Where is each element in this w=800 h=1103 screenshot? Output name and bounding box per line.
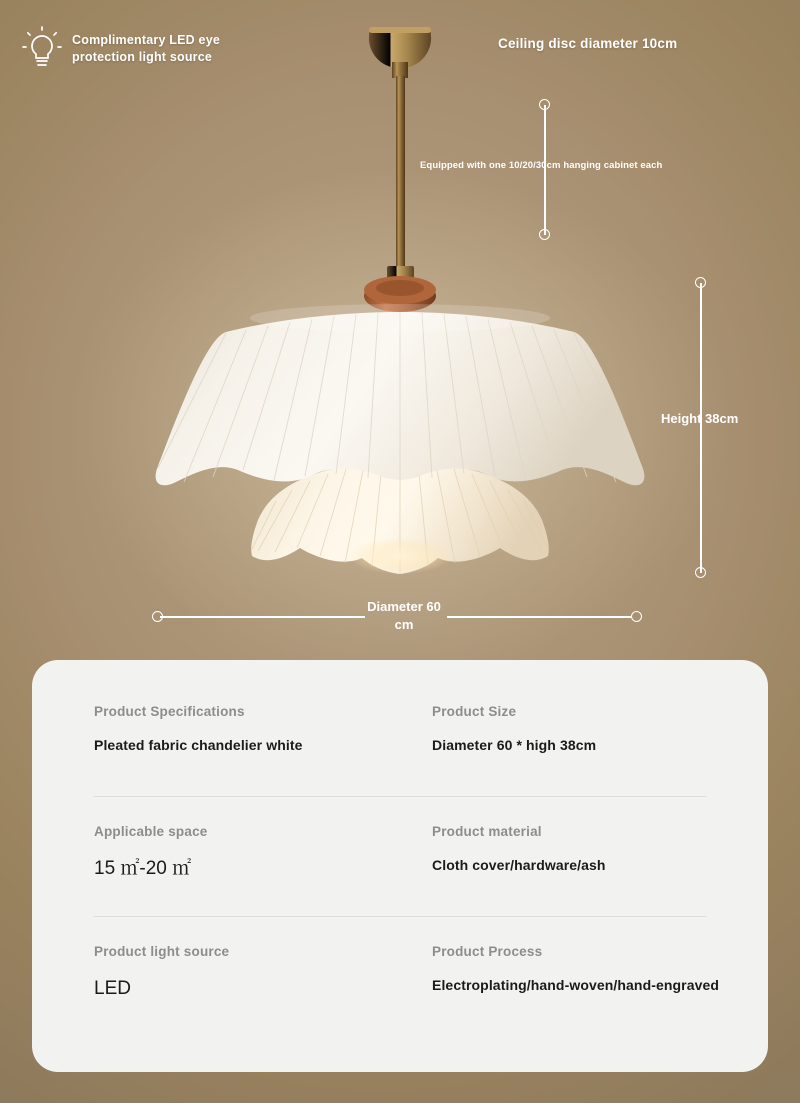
height-dimension-dot-bottom <box>695 567 706 578</box>
diameter-dimension-line-left <box>160 616 365 618</box>
spec-divider <box>94 796 706 797</box>
rod-dimension-dot-bottom <box>539 229 550 240</box>
spec-cell-product-specifications <box>32 704 400 774</box>
height-dimension-line <box>700 283 702 573</box>
spec-cell-product-light-source <box>32 944 400 1014</box>
spec-cell-product-process <box>400 944 768 1014</box>
spec-label: Product Size <box>432 704 517 719</box>
spec-row <box>32 824 768 894</box>
diameter-dimension-line-right <box>447 616 632 618</box>
diameter-dimension-dot-left <box>152 611 163 622</box>
spec-cell-applicable-space <box>32 824 400 894</box>
spec-divider <box>94 916 706 917</box>
spec-value: Diameter 60 * high 38cm <box>432 737 597 753</box>
spec-label: Product Process <box>432 944 543 959</box>
led-callout <box>22 26 252 72</box>
spec-value: LED <box>94 978 131 999</box>
diameter-dimension-dot-right <box>631 611 642 622</box>
spec-cell-product-size <box>400 704 768 774</box>
led-callout-text: Complimentary LED eye protection light source <box>72 33 220 64</box>
spec-row <box>32 704 768 774</box>
spec-label: Applicable space <box>94 824 208 839</box>
specification-card <box>32 660 768 1072</box>
spec-label: Product light source <box>94 944 230 959</box>
spec-value: Pleated fabric chandelier white <box>94 737 303 753</box>
spec-label: Product Specifications <box>94 704 245 719</box>
rod-label: Equipped with one 10/20/30cm hanging cabinet each <box>420 160 663 171</box>
ceiling-disc-label: Ceiling disc diameter 10cm <box>498 36 678 51</box>
spec-value: 15 ㎡-20 ㎡ <box>94 858 192 879</box>
spec-label: Product material <box>432 824 542 839</box>
lightbulb-icon <box>22 26 62 72</box>
height-dimension-dot-top <box>695 277 706 288</box>
height-label: Height 38cm <box>661 411 739 426</box>
spec-value: Electroplating/hand-woven/hand-engraved <box>432 977 720 993</box>
spec-value: Cloth cover/hardware/ash <box>432 857 606 873</box>
spec-row <box>32 944 768 1014</box>
spec-cell-product-material <box>400 824 768 894</box>
rod-dimension-dot-top <box>539 99 550 110</box>
diameter-label: Diameter 60 cm <box>367 599 441 632</box>
